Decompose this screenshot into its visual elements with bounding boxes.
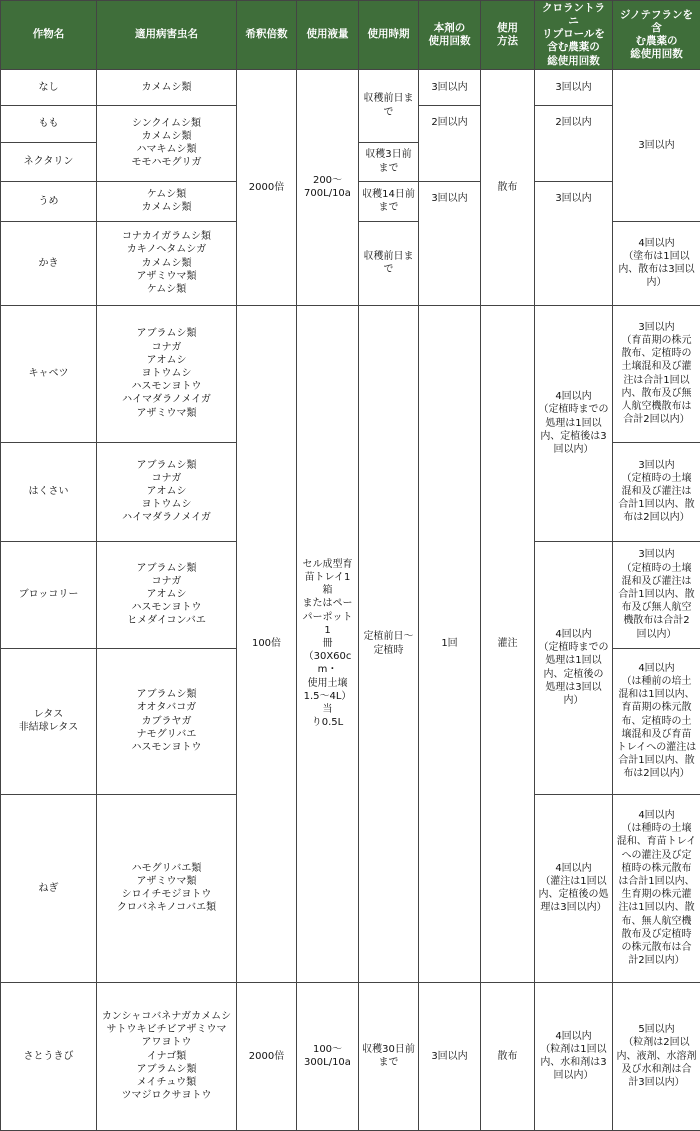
header-chlorantraniliprole: クロラントラニ リプロールを 含む農薬の 総使用回数	[535, 1, 613, 70]
chlorantraniliprole-cell: 4回以内 （定植時までの 処理は1回以 内、定植後の 処理は3回以 内）	[535, 541, 613, 794]
pest-cell: ケムシ類 カメムシ類	[97, 181, 237, 221]
pest-cell: カメムシ類	[97, 69, 237, 105]
pest-cell: コナカイガラムシ類 カキノヘタムシガ カメムシ類 アザミウマ類 ケムシ類	[97, 221, 237, 305]
timing-cell: 収穫前日ま で	[359, 221, 419, 305]
chlorantraniliprole-cell: 4回以内 （粒剤は1回以 内、水和剤は3 回以内）	[535, 982, 613, 1130]
crop-cell: ねぎ	[1, 794, 97, 982]
pest-cell: シンクイムシ類 カメムシ類 ハマキムシ類 モモハモグリガ	[97, 105, 237, 181]
pest-cell: カンシャコバネナガカメムシ サトウキビチビアザミウマ アワヨトウ イナゴ類 アブラムシ類 メイチュウ類 ツマジロクサヨトウ	[97, 982, 237, 1130]
dilution-cell: 100倍	[237, 305, 297, 982]
pest-cell: アブラムシ類 コナガ アオムシ ハスモンヨトウ ヒメダイコンバエ	[97, 541, 237, 648]
count-cell: 3回以内	[419, 982, 481, 1130]
count-cell: 3回以内	[419, 181, 481, 305]
dinotefuran-cell: 3回以内 （定植時の土壌 混和及び灌注は 合計1回以内、散 布及び無人航空 機散布は合計2 回以内）	[613, 541, 700, 648]
dinotefuran-cell: 4回以内 （は種前の培土 混和は1回以内、 育苗期の株元散 布、定植時の土 壌混和及び育苗 トレイへの灌注は 合計1回以内、散 布は2回以内）	[613, 648, 700, 794]
chlorantraniliprole-cell: 3回以内	[535, 181, 613, 305]
crop-cell: はくさい	[1, 442, 97, 541]
dinotefuran-cell: 3回以内	[613, 69, 700, 221]
crop-cell: もも	[1, 105, 97, 142]
dinotefuran-cell: 4回以内 （は種時の土壌 混和、育苗トレイ への灌注及び定 植時の株元散布 は合計1回以内、 生育期の株元灌 注は1回以内、散 布、無人航空機 散布及び定植時 の株元散布は合 計2回以内）	[613, 794, 700, 982]
header-dilution: 希釈倍数	[237, 1, 297, 70]
timing-cell: 収穫14日前 まで	[359, 181, 419, 221]
timing-cell: 定植前日～ 定植時	[359, 305, 419, 982]
header-timing: 使用時期	[359, 1, 419, 70]
volume-cell: 100～ 300L/10a	[297, 982, 359, 1130]
pest-cell: ハモグリバエ類 アザミウマ類 シロイチモジヨトウ クロバネキノコバエ類	[97, 794, 237, 982]
timing-cell: 収穫3日前 まで	[359, 142, 419, 181]
header-count: 本剤の 使用回数	[419, 1, 481, 70]
pest-cell: アブラムシ類 コナガ アオムシ ヨトウムシ ハスモンヨトウ ハイマダラノメイガ アザミウマ類	[97, 305, 237, 442]
pest-cell: アブラムシ類 オオタバコガ カブラヤガ ナモグリバエ ハスモンヨトウ	[97, 648, 237, 794]
dinotefuran-cell: 3回以内 （定植時の土壌 混和及び灌注は 合計1回以内、散 布は2回以内）	[613, 442, 700, 541]
crop-cell: ネクタリン	[1, 142, 97, 181]
timing-cell: 収穫30日前 まで	[359, 982, 419, 1130]
chlorantraniliprole-cell: 3回以内	[535, 69, 613, 105]
dinotefuran-cell: 3回以内 （育苗期の株元 散布、定植時の 土壌混和及び灌 注は合計1回以 内、散布及び無 人航空機散布は 合計2回以内）	[613, 305, 700, 442]
dinotefuran-cell: 5回以内 （粒剤は2回以 内、液剤、水溶剤 及び水和剤は合 計3回以内）	[613, 982, 700, 1130]
crop-cell: なし	[1, 69, 97, 105]
crop-cell: キャベツ	[1, 305, 97, 442]
count-cell: 2回以内	[419, 105, 481, 181]
pest-cell: アブラムシ類 コナガ アオムシ ヨトウムシ ハイマダラノメイガ	[97, 442, 237, 541]
chlorantraniliprole-cell: 2回以内	[535, 105, 613, 181]
volume-cell: 200～ 700L/10a	[297, 69, 359, 305]
table-row	[1, 305, 700, 442]
header-pest: 適用病害虫名	[97, 1, 237, 70]
dinotefuran-cell: 4回以内 （塗布は1回以 内、散布は3回以 内）	[613, 221, 700, 305]
method-cell: 散布	[481, 982, 535, 1130]
timing-cell: 収穫前日ま で	[359, 69, 419, 142]
table-row	[1, 982, 700, 1130]
header-crop: 作物名	[1, 1, 97, 70]
dilution-cell: 2000倍	[237, 982, 297, 1130]
chlorantraniliprole-cell: 4回以内 （定植時までの 処理は1回以 内、定植後は3 回以内）	[535, 305, 613, 541]
count-cell: 1回	[419, 305, 481, 982]
chlorantraniliprole-cell: 4回以内 （灌注は1回以 内、定植後の処 理は3回以内）	[535, 794, 613, 982]
header-row	[1, 1, 700, 70]
volume-cell: セル成型育 苗トレイ1箱 またはペー パーポット1 冊 （30X60cm・ 使用土壌 1.5～4L）当 り0.5L	[297, 305, 359, 982]
count-cell: 3回以内	[419, 69, 481, 105]
table-row	[1, 69, 700, 105]
header-method: 使用 方法	[481, 1, 535, 70]
crop-cell: かき	[1, 221, 97, 305]
dilution-cell: 2000倍	[237, 69, 297, 305]
method-cell: 散布	[481, 69, 535, 305]
crop-cell: うめ	[1, 181, 97, 221]
header-volume: 使用液量	[297, 1, 359, 70]
crop-cell: ブロッコリー	[1, 541, 97, 648]
method-cell: 灌注	[481, 305, 535, 982]
crop-cell: レタス 非結球レタス	[1, 648, 97, 794]
header-dinotefuran: ジノテフランを含 む農薬の 総使用回数	[613, 1, 700, 70]
crop-cell: さとうきび	[1, 982, 97, 1130]
